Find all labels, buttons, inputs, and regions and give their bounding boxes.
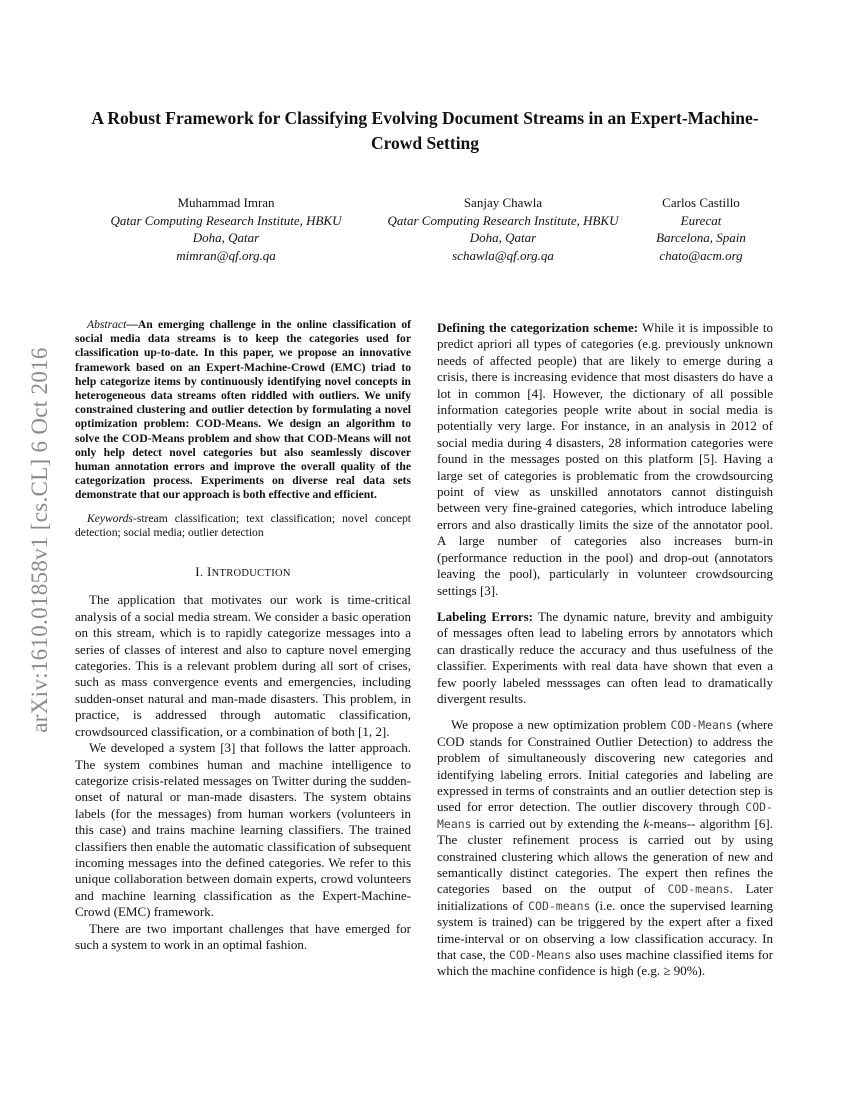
abstract (75, 318, 411, 503)
keywords-text: -stream classification; text classification; novel concept detection; social media; outlier detection (75, 511, 411, 539)
author-affiliation: Qatar Computing Research Institute, HBKU (387, 212, 619, 228)
labeling-errors-paragraph (437, 609, 773, 707)
author-email: schawla@qf.org.qa (452, 247, 554, 263)
categorization-scheme-text: While it is impossible to predict apriori all types of categories (e.g. previously unknown needs of affected people) that are likely to emerge during a crisis, there is increasing evidence that most disasters do have a lot in common [4]. However, the dictionary of all possible information categories people write about in social media is potentially very large. For instance, in an analysis in 2012 of social media during 4 disasters, 28 information categories were found in the messages posted on this platform [5]. Having a large set of categories is problematic from the crowdsourcing point of view as unskilled annotators cannot distinguish between very fine-grained categories, which introduce labeling errors and also drastically limits the size of the annotator pool. A large number of categories also increases burn-in (performance reduction in the pool) and drop-out (annotators leaving the pool), particularly in volunteer crowdsourcing settings [3]. (437, 320, 773, 598)
arxiv-identifier-stamp (18, 300, 62, 780)
abstract-text: —An emerging challenge in the online classification of social media data streams is to keep the categories used for classification up-to-date. In this paper, we propose an innovative framework based on an Expert-Machine-Crowd (EMC) triad to help categorize items by continuously identifying novel concepts in heterogeneous data streams often riddled with outliers. We unify constrained clustering and outlier detection by formulating a novel optimization problem: COD-Means. We design an algorithm to solve the COD-Means problem and show that COD-Means will not only help detect novel categories but also seamlessly discover human annotation errors and improve the overall quality of the categorization process. Experiments on diverse real data sets demonstrate that our approach is both effective and efficient. (75, 318, 411, 502)
code-cod-means: COD-Means (670, 718, 733, 733)
left-column (75, 318, 411, 953)
intro-paragraph-3: There are two important challenges that have emerged for such a system to work in an optimal fashion. (75, 920, 411, 952)
proposal-text-a: We propose a new optimization problem (451, 717, 671, 733)
arxiv-identifier-text: arXiv:1610.01858v1 [cs.CL] 6 Oct 2016 (27, 347, 52, 733)
keywords-label: Keywords (87, 511, 133, 525)
author-affiliation: Qatar Computing Research Institute, HBKU (110, 212, 342, 228)
section-heading-introduction (75, 564, 411, 582)
categorization-scheme-heading: Defining the categorization scheme: (437, 320, 639, 335)
author-name: Sanjay Chawla (463, 195, 543, 210)
author-location: Barcelona, Spain (656, 230, 746, 245)
proposal-text-c: is carried out by extending the (471, 815, 644, 831)
code-cod-means-lower: COD-means (528, 898, 591, 913)
proposal-text-e: . Later initializations of (437, 881, 773, 913)
section-number: I. (195, 564, 204, 580)
labeling-errors-heading: Labeling Errors: (437, 608, 533, 624)
author-affiliation: Eurecat (680, 212, 722, 228)
author-name: Muhammad Imran (177, 195, 275, 210)
intro-paragraph-2: We developed a system [3] that follows the latter approach. The system combines human and machine intelligence to categorize crisis-related messages on Twitter during the sudden-onset of natural or man-made disasters. The system obtains labels (for the messages) from human workers (volunteers in this case) and trains machine learning classifiers. The trained classifiers then enable the automatic classification of subsequent incoming messages into the defined categories. We refer to this unique collaboration between domain experts, crowd volunteers and machine learning classification as the Expert-Machine-Crowd (EMC) framework. (75, 740, 411, 920)
abstract-label: Abstract (87, 318, 127, 331)
author-block-1 (95, 194, 357, 264)
right-column (437, 320, 773, 980)
labeling-errors-text: The dynamic nature, brevity and ambiguity of messages often lead to labeling errors by annotators which can drastically reduce the accuracy and thus usefulness of the classifier. Experiments with real data have shown that even a few poorly labeled messsages can often lead to dramatically divergent results. (437, 608, 773, 706)
proposal-text-d: -means-- algorithm [6]. The cluster refinement process is carried out by using constrained clustering which allows the generation of new and semantically distinct categories. The expert then refines the categories based on the output of (437, 815, 773, 897)
author-location: Doha, Qatar (469, 230, 537, 245)
categorization-scheme-paragraph (437, 320, 773, 599)
section-title-rest: NTRODUCTION (211, 568, 291, 580)
proposal-text-b: (where COD stands for Constrained Outlier Detection) to address the problem of simultaneously discovering new categories and identifying labeling errors. Initial categories and labeling are expressed in terms of constraints and an outlier detection step is used for error detection. The outlier discovery through (437, 717, 773, 815)
k-variable: k (643, 815, 650, 831)
proposal-text-g: also uses machine classified items for which the machine confidence is high (e.g. ≥ 90%). (437, 947, 773, 979)
proposal-paragraph (437, 717, 773, 980)
intro-paragraph-1: The application that motivates our work is time-critical analysis of a social media stream. We consider a basic operation on this stream, which is to rapidly categorize messages into a series of classes of interest and also to capture novel emerging categories. This is a relevant problem during all sort of crises, such as mass convergence events and emergencies, including sudden-onset natural and man-made disasters. This problem, in practice, is addressed through automatic classification, crowdsourced classification, or a combination of both [1, 2]. (75, 592, 411, 739)
code-cod-means-lower: COD-means (667, 882, 730, 897)
section-initial: I (206, 564, 212, 580)
author-block-3 (640, 194, 762, 264)
code-cod-means: COD-Means (437, 800, 773, 831)
author-block-2 (372, 194, 634, 264)
author-location: Doha, Qatar (192, 230, 260, 245)
code-cod-means: COD-Means (508, 948, 572, 963)
author-email: mimran@qf.org.qa (176, 247, 276, 263)
paper-title: A Robust Framework for Classifying Evolving Document Streams in an Expert-Machine-Crowd Setting (91, 108, 759, 153)
proposal-text-f: (i.e. once the supervised learning system is trained) can be triggered by the expert after a fixed time-interval or on observing a low classification accuracy. In that case, the (437, 897, 774, 963)
author-name: Carlos Castillo (662, 195, 740, 210)
keywords (75, 512, 411, 540)
author-email: chato@acm.org (659, 247, 743, 263)
